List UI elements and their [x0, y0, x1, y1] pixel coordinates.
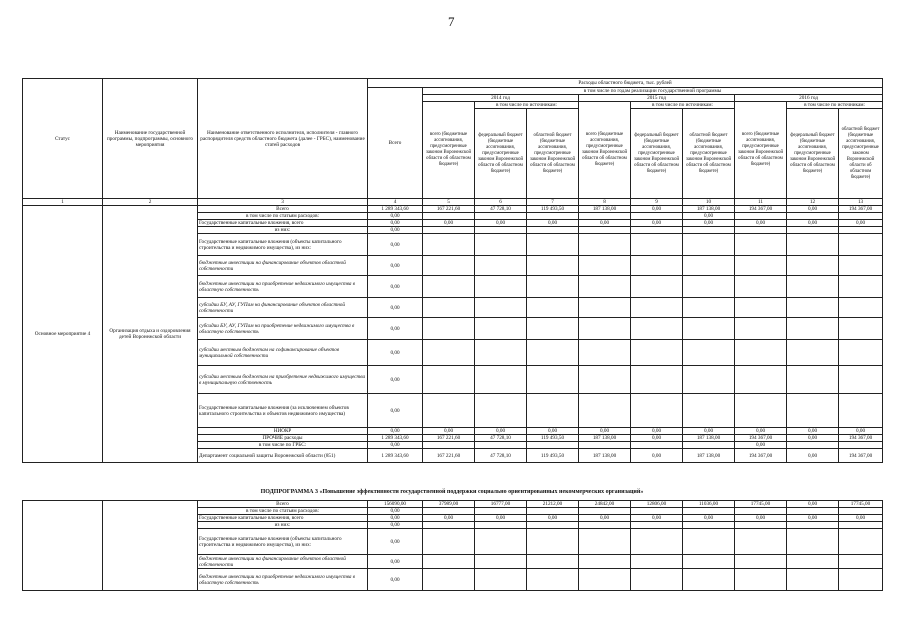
- value-cell: 24842,00: [579, 501, 631, 508]
- value-cell: [475, 318, 527, 340]
- program-name-cell: Организация отдыха и оздоровления детей Воронежской области: [103, 206, 198, 463]
- value-cell: [527, 256, 579, 276]
- value-cell: [579, 256, 631, 276]
- value-cell: 0,00: [368, 227, 423, 234]
- value-cell: 167 221,60: [423, 435, 475, 442]
- row-label: бюджетные инвестиции на приобретение недвижимого имущества в областную собственность: [198, 276, 368, 298]
- column-number: 12: [787, 199, 839, 206]
- status-cell: [23, 501, 103, 591]
- value-cell: [735, 227, 787, 234]
- value-cell: 119 493,50: [527, 435, 579, 442]
- value-cell: [423, 529, 475, 555]
- value-cell: 0,00: [735, 220, 787, 227]
- value-cell: 17745,00: [735, 501, 787, 508]
- header-total: Всего: [368, 88, 423, 199]
- value-cell: [839, 366, 883, 394]
- header-all-2016: всего (бюджетные ассигнования, предусмотренные законом Воронежской области об областном бюджете): [735, 102, 787, 199]
- header-year-2016: 2016 год: [735, 95, 883, 102]
- column-numbers-row: [23, 199, 883, 206]
- header-year-2014: 2014 год: [423, 95, 579, 102]
- value-cell: [839, 442, 883, 449]
- column-number: 9: [631, 199, 683, 206]
- value-cell: [527, 394, 579, 428]
- value-cell: 0,00: [475, 220, 527, 227]
- value-cell: [631, 508, 683, 515]
- value-cell: [631, 555, 683, 569]
- value-cell: 0,00: [368, 298, 423, 318]
- value-cell: [683, 508, 735, 515]
- value-cell: 1 289 343,60: [368, 449, 423, 463]
- value-cell: [787, 340, 839, 366]
- value-cell: [527, 318, 579, 340]
- value-cell: [579, 213, 631, 220]
- row-label: бюджетные инвестиции на финансирование объектов областной собственности: [198, 555, 368, 569]
- header-executor: Наименование ответственного исполнителя, исполнителя - главного распорядителя средств областного бюджета (далее - ГРБС), наименование статей расходов: [198, 79, 368, 199]
- status-cell: Основное мероприятие 4: [23, 206, 103, 463]
- value-cell: 0,00: [368, 213, 423, 220]
- value-cell: 0,00: [423, 515, 475, 522]
- value-cell: 0,00: [368, 529, 423, 555]
- value-cell: 0,00: [631, 428, 683, 435]
- value-cell: 0,00: [683, 213, 735, 220]
- value-cell: [475, 555, 527, 569]
- value-cell: 167 221,60: [423, 206, 475, 213]
- value-cell: 0,00: [683, 515, 735, 522]
- value-cell: 0,00: [368, 428, 423, 435]
- value-cell: [631, 340, 683, 366]
- table-row: [23, 206, 883, 213]
- value-cell: [527, 442, 579, 449]
- value-cell: [475, 529, 527, 555]
- value-cell: [423, 276, 475, 298]
- value-cell: [475, 366, 527, 394]
- value-cell: [579, 234, 631, 256]
- value-cell: [631, 227, 683, 234]
- value-cell: [475, 569, 527, 591]
- value-cell: 0,00: [735, 428, 787, 435]
- header-fed-2015: федеральный бюджет (бюджетные ассигнования, предусмотренные законом Воронежской области об областном бюджете): [631, 109, 683, 199]
- value-cell: 0,00: [631, 515, 683, 522]
- value-cell: [423, 508, 475, 515]
- value-cell: [579, 318, 631, 340]
- column-number: 4: [368, 199, 423, 206]
- value-cell: 0,00: [368, 234, 423, 256]
- value-cell: [527, 366, 579, 394]
- value-cell: [527, 227, 579, 234]
- value-cell: 0,00: [368, 220, 423, 227]
- value-cell: [631, 529, 683, 555]
- value-cell: [683, 276, 735, 298]
- value-cell: [735, 508, 787, 515]
- value-cell: 12806,00: [631, 501, 683, 508]
- value-cell: [735, 318, 787, 340]
- value-cell: [735, 569, 787, 591]
- header-program-name: Наименование государственной программы, подпрограммы, основного мероприятия: [103, 79, 198, 199]
- value-cell: [527, 298, 579, 318]
- row-label: субсидии местным бюджетам на софинансирование объектов муниципальной собственности: [198, 340, 368, 366]
- header-year-2015: 2015 год: [579, 95, 735, 102]
- value-cell: [787, 256, 839, 276]
- value-cell: [735, 555, 787, 569]
- value-cell: 0,00: [368, 508, 423, 515]
- table-row: [23, 501, 883, 508]
- value-cell: 0,00: [787, 435, 839, 442]
- value-cell: [631, 394, 683, 428]
- value-cell: [839, 234, 883, 256]
- value-cell: [683, 298, 735, 318]
- value-cell: 16777,00: [475, 501, 527, 508]
- value-cell: [579, 366, 631, 394]
- value-cell: [423, 318, 475, 340]
- value-cell: [683, 340, 735, 366]
- column-number: 6: [475, 199, 527, 206]
- value-cell: 0,00: [368, 340, 423, 366]
- value-cell: 0,00: [631, 220, 683, 227]
- value-cell: 11036,00: [683, 501, 735, 508]
- value-cell: [839, 298, 883, 318]
- header-sources-2016: в том числе по источникам:: [787, 102, 883, 109]
- header-all-2014: всего (бюджетные ассигнования, предусмотренные законом Воронежской области об областном бюджете): [423, 102, 475, 199]
- row-label: Всего: [198, 206, 368, 213]
- header-sources-2014: в том числе по источникам:: [475, 102, 579, 109]
- value-cell: [683, 442, 735, 449]
- value-cell: [423, 522, 475, 529]
- value-cell: [683, 529, 735, 555]
- value-cell: 0,00: [368, 394, 423, 428]
- value-cell: [839, 318, 883, 340]
- value-cell: [839, 569, 883, 591]
- value-cell: [631, 276, 683, 298]
- expenses-table: [22, 78, 883, 463]
- value-cell: [631, 569, 683, 591]
- value-cell: 156090,00: [368, 501, 423, 508]
- value-cell: [475, 522, 527, 529]
- value-cell: [631, 366, 683, 394]
- value-cell: 194 367,00: [735, 206, 787, 213]
- value-cell: 0,00: [475, 515, 527, 522]
- value-cell: [527, 508, 579, 515]
- value-cell: 119 493,50: [527, 449, 579, 463]
- subprogram-table: [22, 500, 883, 591]
- header-fed-2014: федеральный бюджет (бюджетные ассигнования, предусмотренные законом Воронежской области об областном бюджете): [475, 109, 527, 199]
- value-cell: [787, 227, 839, 234]
- value-cell: 0,00: [527, 428, 579, 435]
- value-cell: 0,00: [368, 555, 423, 569]
- value-cell: [735, 234, 787, 256]
- value-cell: [527, 555, 579, 569]
- value-cell: 0,00: [683, 220, 735, 227]
- value-cell: 194 367,00: [839, 435, 883, 442]
- value-cell: [423, 442, 475, 449]
- value-cell: [683, 394, 735, 428]
- column-number: 5: [423, 199, 475, 206]
- value-cell: [423, 298, 475, 318]
- value-cell: [683, 234, 735, 256]
- value-cell: 0,00: [839, 220, 883, 227]
- row-label: в том числе по статьям расходов:: [198, 213, 368, 220]
- value-cell: 0,00: [839, 428, 883, 435]
- header-status: Статус: [23, 79, 103, 199]
- value-cell: [683, 256, 735, 276]
- row-label: из них:: [198, 227, 368, 234]
- value-cell: [631, 522, 683, 529]
- value-cell: [475, 213, 527, 220]
- value-cell: [527, 213, 579, 220]
- value-cell: [475, 234, 527, 256]
- value-cell: [579, 298, 631, 318]
- value-cell: [735, 213, 787, 220]
- value-cell: [423, 555, 475, 569]
- value-cell: [787, 234, 839, 256]
- row-label: Государственные капитальные вложения, всего: [198, 515, 368, 522]
- value-cell: [787, 394, 839, 428]
- value-cell: [423, 227, 475, 234]
- row-label: Государственные капитальные вложения (за исключением объектов капитального строительства и объектов недвижимого имущества): [198, 394, 368, 428]
- subprogram-title: ПОДПРОГРАММА 3 «Повышение эффективности государственной поддержки социально ориентированных некоммерческих организаций»: [260, 489, 644, 495]
- value-cell: [527, 276, 579, 298]
- value-cell: [735, 276, 787, 298]
- value-cell: [579, 508, 631, 515]
- header-reg-2015: областной бюджет (бюджетные ассигнования, предусмотренные законом Воронежской области об областном бюджете): [683, 109, 735, 199]
- value-cell: [631, 213, 683, 220]
- value-cell: [683, 569, 735, 591]
- value-cell: [527, 569, 579, 591]
- value-cell: [631, 234, 683, 256]
- value-cell: [787, 529, 839, 555]
- value-cell: 0,00: [579, 428, 631, 435]
- value-cell: [787, 318, 839, 340]
- value-cell: 0,00: [735, 442, 787, 449]
- value-cell: [683, 227, 735, 234]
- value-cell: [579, 522, 631, 529]
- value-cell: [787, 298, 839, 318]
- value-cell: 0,00: [475, 428, 527, 435]
- value-cell: 0,00: [368, 522, 423, 529]
- value-cell: [787, 276, 839, 298]
- value-cell: 187 138,00: [683, 206, 735, 213]
- value-cell: 0,00: [527, 515, 579, 522]
- value-cell: [423, 394, 475, 428]
- value-cell: 47 728,10: [475, 449, 527, 463]
- value-cell: 167 221,60: [423, 449, 475, 463]
- value-cell: 187 138,00: [683, 435, 735, 442]
- value-cell: [631, 442, 683, 449]
- row-label: ПРОЧИЕ расходы: [198, 435, 368, 442]
- value-cell: 21212,00: [527, 501, 579, 508]
- column-number: 13: [839, 199, 883, 206]
- value-cell: [787, 442, 839, 449]
- value-cell: [475, 340, 527, 366]
- value-cell: 187 138,00: [579, 206, 631, 213]
- value-cell: [579, 529, 631, 555]
- value-cell: [475, 298, 527, 318]
- row-label: субсидии БУ, АУ, ГУПам на финансирование объектов областной собственности: [198, 298, 368, 318]
- header-by-years: в том числе по годам реализации государственной программы: [423, 88, 883, 95]
- row-label: Департамент социальной защиты Воронежской области (851): [198, 449, 368, 463]
- value-cell: [683, 366, 735, 394]
- value-cell: [839, 555, 883, 569]
- value-cell: [475, 508, 527, 515]
- value-cell: 0,00: [631, 435, 683, 442]
- header-reg-2016: областной бюджет (бюджетные ассигнования, предусмотренные законом Воронежской области об областном бюджете): [839, 109, 883, 199]
- value-cell: [579, 569, 631, 591]
- value-cell: 119 493,50: [527, 206, 579, 213]
- value-cell: 0,00: [423, 220, 475, 227]
- value-cell: 0,00: [368, 442, 423, 449]
- row-label: НИОКР: [198, 428, 368, 435]
- row-label: бюджетные инвестиции на финансирование объектов областной собственности: [198, 256, 368, 276]
- value-cell: [839, 508, 883, 515]
- value-cell: 187 138,00: [579, 449, 631, 463]
- value-cell: 194 367,00: [735, 449, 787, 463]
- value-cell: [787, 569, 839, 591]
- value-cell: [735, 256, 787, 276]
- value-cell: [735, 340, 787, 366]
- value-cell: 0,00: [631, 449, 683, 463]
- value-cell: [787, 555, 839, 569]
- value-cell: [735, 522, 787, 529]
- value-cell: [787, 366, 839, 394]
- value-cell: [839, 394, 883, 428]
- value-cell: 0,00: [527, 220, 579, 227]
- column-number: 11: [735, 199, 787, 206]
- row-label: из них:: [198, 522, 368, 529]
- value-cell: [527, 522, 579, 529]
- column-number: 8: [579, 199, 631, 206]
- value-cell: 187 138,00: [579, 435, 631, 442]
- value-cell: [423, 213, 475, 220]
- value-cell: [579, 340, 631, 366]
- row-label: бюджетные инвестиции на приобретение недвижимого имущества в областную собственность: [198, 569, 368, 591]
- row-label: Государственные капитальные вложения (объекты капитального строительства и недвижимого имущества), из них:: [198, 234, 368, 256]
- column-number: 7: [527, 199, 579, 206]
- value-cell: 0,00: [787, 206, 839, 213]
- column-number: 3: [198, 199, 368, 206]
- value-cell: [475, 394, 527, 428]
- header-expenses: Расходы областного бюджета, тыс. рублей: [368, 79, 883, 88]
- value-cell: [839, 213, 883, 220]
- value-cell: 17745,00: [839, 501, 883, 508]
- value-cell: [579, 276, 631, 298]
- value-cell: 194 367,00: [839, 449, 883, 463]
- value-cell: [735, 529, 787, 555]
- row-label: Государственные капитальные вложения (объекты капитального строительства и недвижимого имущества), из них:: [198, 529, 368, 555]
- value-cell: [839, 529, 883, 555]
- value-cell: 0,00: [423, 428, 475, 435]
- value-cell: 1 289 343,60: [368, 435, 423, 442]
- value-cell: 1 289 343,60: [368, 206, 423, 213]
- value-cell: 47 728,10: [475, 435, 527, 442]
- header-reg-2014: областной бюджет (бюджетные ассигнования, предусмотренные законом Воронежской области об областном бюджете): [527, 109, 579, 199]
- value-cell: [475, 276, 527, 298]
- value-cell: [631, 256, 683, 276]
- value-cell: 0,00: [787, 501, 839, 508]
- value-cell: [735, 298, 787, 318]
- value-cell: 0,00: [787, 515, 839, 522]
- value-cell: 0,00: [368, 256, 423, 276]
- value-cell: [787, 213, 839, 220]
- value-cell: [787, 508, 839, 515]
- value-cell: 0,00: [368, 569, 423, 591]
- value-cell: [527, 529, 579, 555]
- value-cell: [631, 298, 683, 318]
- value-cell: [787, 522, 839, 529]
- value-cell: 0,00: [787, 428, 839, 435]
- value-cell: [579, 442, 631, 449]
- row-label: субсидии местным бюджетам на приобретение недвижимого имущества в муниципальную собственность: [198, 366, 368, 394]
- value-cell: [475, 227, 527, 234]
- row-label: в том числе по ГРБС:: [198, 442, 368, 449]
- header-sources-2015: в том числе по источникам:: [631, 102, 735, 109]
- program-name-cell: [103, 501, 198, 591]
- value-cell: [683, 318, 735, 340]
- value-cell: 194 367,00: [839, 206, 883, 213]
- value-cell: 0,00: [368, 276, 423, 298]
- header-fed-2016: федеральный бюджет (бюджетные ассигнования, предусмотренные законом Воронежской области об областном бюджете): [787, 109, 839, 199]
- value-cell: 0,00: [839, 515, 883, 522]
- row-label: Всего: [198, 501, 368, 508]
- value-cell: [475, 442, 527, 449]
- header-all-2015: всего (бюджетные ассигнования, предусмотренные законом Воронежской области об областном бюджете): [579, 102, 631, 199]
- value-cell: [631, 318, 683, 340]
- value-cell: [423, 340, 475, 366]
- value-cell: [423, 234, 475, 256]
- value-cell: [423, 366, 475, 394]
- value-cell: [579, 227, 631, 234]
- value-cell: 0,00: [683, 428, 735, 435]
- value-cell: 0,00: [368, 515, 423, 522]
- column-number: 10: [683, 199, 735, 206]
- value-cell: 0,00: [579, 220, 631, 227]
- value-cell: [839, 522, 883, 529]
- value-cell: 0,00: [631, 206, 683, 213]
- value-cell: [475, 256, 527, 276]
- value-cell: [839, 256, 883, 276]
- value-cell: 0,00: [368, 318, 423, 340]
- value-cell: [683, 522, 735, 529]
- value-cell: [527, 234, 579, 256]
- value-cell: [735, 366, 787, 394]
- value-cell: [839, 340, 883, 366]
- value-cell: 194 367,00: [735, 435, 787, 442]
- value-cell: 0,00: [735, 515, 787, 522]
- value-cell: [423, 256, 475, 276]
- value-cell: 47 728,10: [475, 206, 527, 213]
- value-cell: [579, 555, 631, 569]
- value-cell: [527, 340, 579, 366]
- value-cell: 0,00: [787, 449, 839, 463]
- value-cell: [839, 227, 883, 234]
- value-cell: [839, 276, 883, 298]
- value-cell: 187 138,00: [683, 449, 735, 463]
- page-number: 7: [448, 14, 455, 29]
- value-cell: 0,00: [368, 366, 423, 394]
- value-cell: 0,00: [787, 220, 839, 227]
- value-cell: 0,00: [579, 515, 631, 522]
- value-cell: [683, 555, 735, 569]
- column-number: 1: [23, 199, 103, 206]
- column-number: 2: [103, 199, 198, 206]
- row-label: субсидии БУ, АУ, ГУПам на приобретение недвижимого имущества в областную собственность: [198, 318, 368, 340]
- value-cell: [735, 394, 787, 428]
- row-label: в том числе по статьям расходов:: [198, 508, 368, 515]
- row-label: Государственные капитальные вложения, всего: [198, 220, 368, 227]
- value-cell: [423, 569, 475, 591]
- value-cell: [579, 394, 631, 428]
- value-cell: 37989,00: [423, 501, 475, 508]
